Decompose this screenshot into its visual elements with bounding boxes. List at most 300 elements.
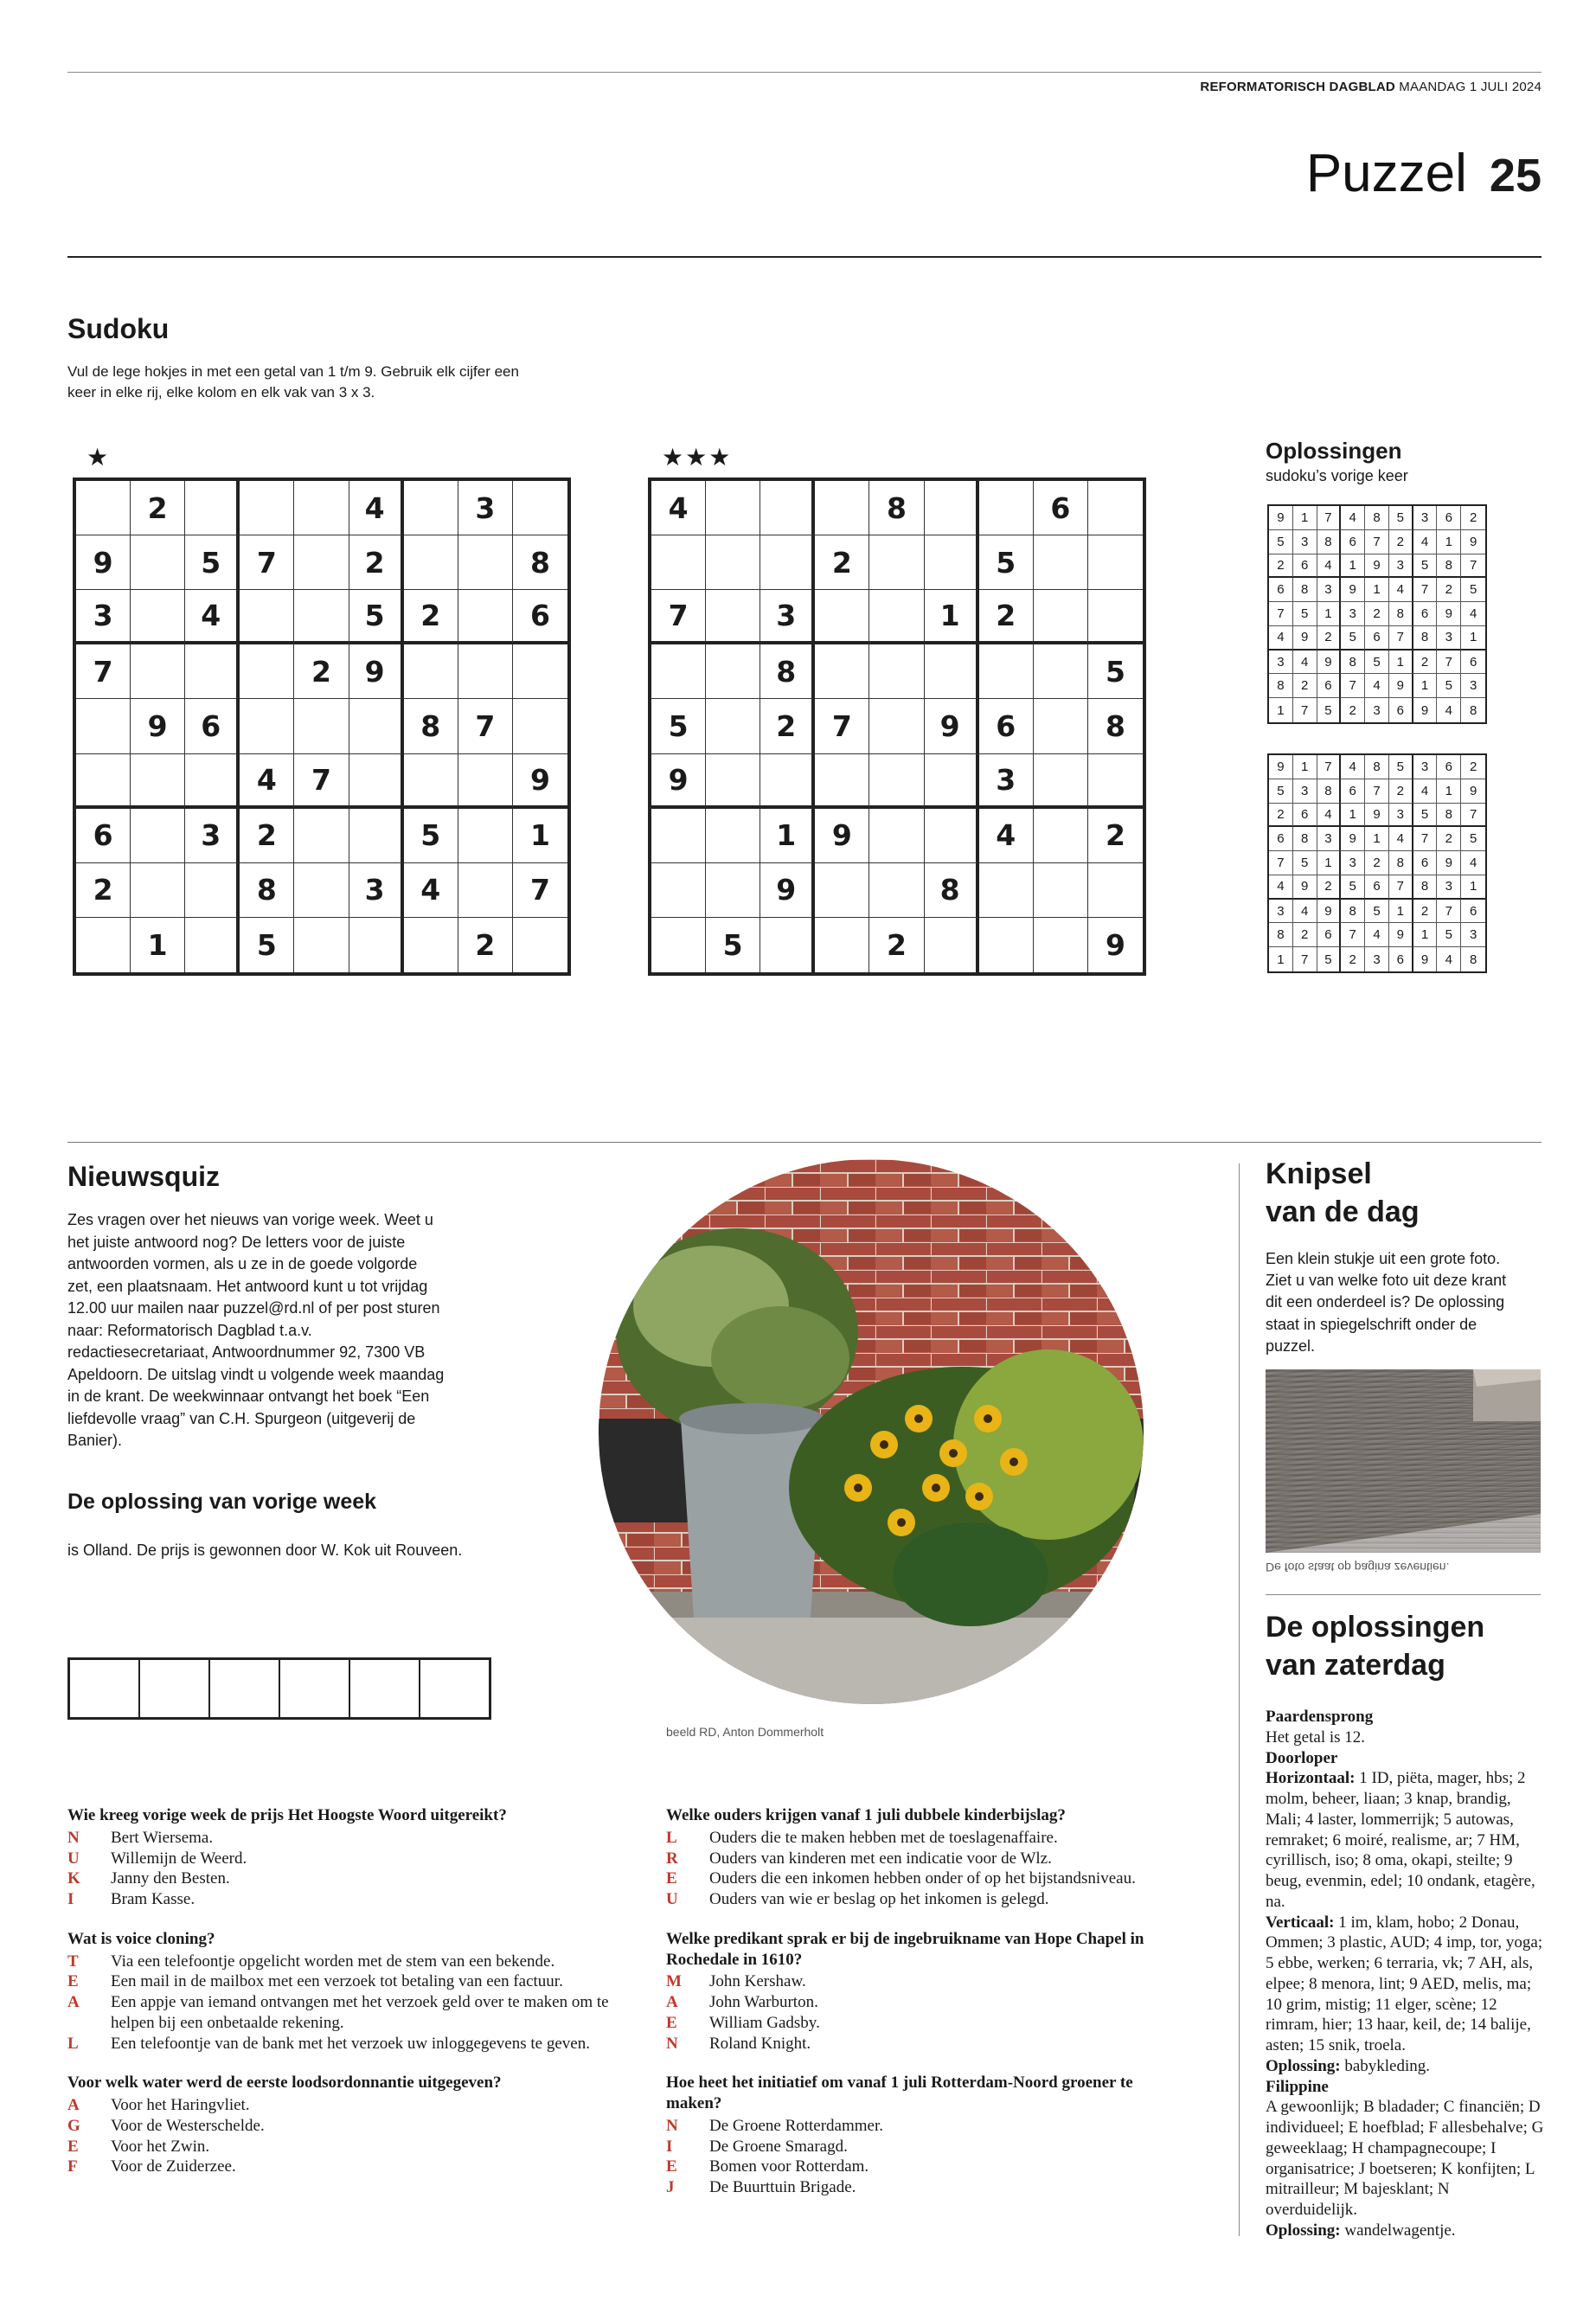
- sudoku-cell[interactable]: [815, 863, 869, 918]
- solution-cell: 6: [1389, 698, 1413, 722]
- sudoku-cell: 5: [651, 699, 706, 753]
- solution-cell: 7: [1413, 578, 1438, 602]
- solution-cell: 8: [1437, 804, 1461, 828]
- option-letter: L: [67, 2034, 79, 2053]
- sudoku-cell[interactable]: [76, 481, 131, 535]
- sudoku-cell: 1: [760, 809, 815, 863]
- solution-cell: 1: [1413, 674, 1438, 698]
- sudoku-cell: 8: [404, 699, 458, 753]
- option-text: Roland Knight.: [709, 2034, 811, 2053]
- answer-option: [666, 2034, 1168, 2054]
- sudoku-cell: 3: [349, 863, 404, 918]
- sudoku-cell: 4: [349, 481, 404, 535]
- solution-cell: 6: [1269, 578, 1293, 602]
- sudoku-cell: 1: [925, 590, 979, 644]
- sudoku-cell[interactable]: [706, 644, 760, 699]
- solution-cell: 5: [1437, 674, 1461, 698]
- sudoku-cell[interactable]: [513, 481, 567, 535]
- answer-option: [666, 2116, 1168, 2137]
- sudoku-cell[interactable]: [869, 699, 924, 753]
- question-text: Hoe heet het initiatief om vanaf 1 juli Rotterdam-Noord groener te maken?: [666, 2073, 1133, 2112]
- sudoku-cell[interactable]: [404, 918, 458, 972]
- option-letter: A: [67, 1993, 80, 2011]
- sudoku-cell[interactable]: [1034, 863, 1088, 918]
- solution-cell: 1: [1269, 698, 1293, 722]
- answer-option: [666, 2137, 1168, 2157]
- option-text: Bert Wiersema.: [111, 1828, 214, 1847]
- solution-cell: 6: [1365, 875, 1389, 900]
- sudoku-cell[interactable]: [349, 809, 404, 863]
- solution-cell: 3: [1341, 602, 1365, 626]
- sudoku-cell: 2: [815, 535, 869, 590]
- sudoku-cell[interactable]: [1088, 590, 1143, 644]
- knipsel-title-2: van de dag: [1266, 1195, 1420, 1228]
- solution-cell: 5: [1413, 804, 1438, 828]
- sudoku-cell[interactable]: [651, 918, 706, 972]
- sudoku-cell[interactable]: [815, 754, 869, 809]
- sudoku-cell[interactable]: [240, 590, 294, 644]
- prev-solution-title: De oplossing van vorige week: [67, 1490, 377, 1514]
- solution-cell: 6: [1269, 827, 1293, 851]
- solution-cell: 4: [1269, 875, 1293, 900]
- sudoku-cell[interactable]: [458, 590, 513, 644]
- sudoku-cell[interactable]: [869, 754, 924, 809]
- solution-cell: 4: [1461, 851, 1485, 875]
- sudoku-cell[interactable]: [240, 644, 294, 699]
- solution-cell: 5: [1317, 947, 1342, 971]
- solution-cell: 5: [1461, 578, 1485, 602]
- solution-cell: 8: [1365, 755, 1389, 779]
- sudoku-cell: 5: [404, 809, 458, 863]
- option-text: De Buurttuin Brigade.: [709, 2178, 856, 2196]
- sudoku-cell[interactable]: [1034, 809, 1088, 863]
- sudoku-cell[interactable]: [76, 754, 131, 809]
- sudoku-cell[interactable]: [979, 863, 1034, 918]
- solution-cell: 4: [1293, 900, 1317, 924]
- sudoku-cell[interactable]: [760, 535, 815, 590]
- answer-option: [666, 2177, 1168, 2198]
- answer-option: [666, 1868, 1168, 1889]
- solution-cell: 9: [1437, 602, 1461, 626]
- sudoku-cell[interactable]: [349, 918, 404, 972]
- solution-cell: 7: [1389, 626, 1413, 651]
- solution-cell: 5: [1341, 875, 1365, 900]
- solution-cell: 3: [1389, 554, 1413, 579]
- solution-cell: 7: [1341, 923, 1365, 947]
- solution-cell: 5: [1293, 851, 1317, 875]
- sudoku-cell[interactable]: [815, 590, 869, 644]
- question-text: Voor welk water werd de eerste loodsordonnantie uitgegeven?: [67, 2073, 502, 2093]
- verticaal-text: 1 im, klam, hobo; 2 Donau, Ommen; 3 plastic, AUD; 4 imp, tor, yoga; 5 ebbe, werken; 6 terraria, vk; 7 AH, als, elpee; 8 menora, lint; 9 AED, melis, ma; 10 grim, mistig; 11 elger, scène; 12 rimram, hier; 13 haar, keil, de; 14 balije, asten; 15 snik, troela.: [1266, 1913, 1543, 2054]
- sudoku-cell: 6: [76, 809, 131, 863]
- sudoku-cell[interactable]: [349, 699, 404, 753]
- sudoku-cell: 3: [760, 590, 815, 644]
- sudoku-cell[interactable]: [458, 754, 513, 809]
- sudoku-cell[interactable]: [131, 590, 185, 644]
- sudoku-cell[interactable]: [925, 535, 979, 590]
- sudoku-cell[interactable]: [706, 809, 760, 863]
- sudoku-cell[interactable]: [1034, 590, 1088, 644]
- sudoku-cell[interactable]: [1088, 863, 1143, 918]
- solution-cell: 7: [1365, 530, 1389, 554]
- answer-option: [67, 1828, 621, 1849]
- solution-cell: 9: [1293, 626, 1317, 651]
- sudoku-cell[interactable]: [1034, 535, 1088, 590]
- sudoku-cell: 7: [651, 590, 706, 644]
- sudoku-cell[interactable]: [706, 754, 760, 809]
- sudoku-cell[interactable]: [651, 863, 706, 918]
- solution-cell: 6: [1365, 626, 1389, 651]
- solution-cell: 9: [1389, 923, 1413, 947]
- paper-name: REFORMATORISCH DAGBLAD: [1200, 80, 1395, 94]
- sudoku-cell: 5: [979, 535, 1034, 590]
- solution-cell: 2: [1437, 578, 1461, 602]
- sudoku-cell[interactable]: [294, 809, 349, 863]
- oplossing-2-heading: Oplossing:: [1266, 2221, 1341, 2240]
- solution-cell: 9: [1293, 875, 1317, 900]
- paardensprong-text: Het getal is 12.: [1266, 1727, 1366, 1747]
- answer-box[interactable]: [350, 1660, 420, 1717]
- sudoku-cell[interactable]: [651, 809, 706, 863]
- sudoku-cell[interactable]: [131, 863, 185, 918]
- solution-cell: 2: [1293, 923, 1317, 947]
- sudoku-cell[interactable]: [869, 535, 924, 590]
- sudoku-cell: 5: [706, 918, 760, 972]
- solution-cell: 8: [1365, 506, 1389, 530]
- sudoku-cell[interactable]: [869, 863, 924, 918]
- sudoku-cell[interactable]: [294, 481, 349, 535]
- sudoku-cell[interactable]: [458, 535, 513, 590]
- solution-cell: 3: [1437, 875, 1461, 900]
- answer-box[interactable]: [280, 1660, 350, 1717]
- solution-cell: 7: [1293, 947, 1317, 971]
- sudoku-cell[interactable]: [404, 535, 458, 590]
- solution-cell: 2: [1293, 674, 1317, 698]
- sudoku-cell: 4: [651, 481, 706, 535]
- solution-cell: 1: [1317, 851, 1342, 875]
- verticaal-heading: Verticaal:: [1266, 1913, 1335, 1932]
- saturday-solutions: [1266, 1707, 1544, 2241]
- sudoku-cell[interactable]: [294, 863, 349, 918]
- garden-photo: [599, 1159, 1144, 1704]
- sudoku-cell: 9: [925, 699, 979, 753]
- solution-cell: 1: [1389, 900, 1413, 924]
- solution-cell: 4: [1437, 698, 1461, 722]
- sudoku-cell: 2: [979, 590, 1034, 644]
- sudoku-cell[interactable]: [185, 644, 240, 699]
- solution-cell: 4: [1317, 804, 1342, 828]
- sudoku-cell[interactable]: [1088, 754, 1143, 809]
- sudoku-cell[interactable]: [131, 809, 185, 863]
- solution-cell: 9: [1341, 578, 1365, 602]
- option-letter: E: [666, 1869, 677, 1888]
- answer-box[interactable]: [420, 1660, 489, 1717]
- sudoku-cell: 9: [349, 644, 404, 699]
- sudoku-cell: 2: [76, 863, 131, 918]
- solution-cell: 9: [1317, 900, 1342, 924]
- sudoku-cell[interactable]: [1034, 918, 1088, 972]
- sudoku-cell: 7: [240, 535, 294, 590]
- sudoku-cell: 5: [185, 535, 240, 590]
- sudoku-cell[interactable]: [706, 699, 760, 753]
- option-letter: N: [666, 2116, 678, 2135]
- answer-box[interactable]: [70, 1660, 140, 1717]
- option-letter: U: [666, 1890, 678, 1908]
- solution-cell: 1: [1317, 602, 1342, 626]
- answer-boxes[interactable]: [67, 1657, 491, 1720]
- sudoku-cell[interactable]: [404, 481, 458, 535]
- sudoku-cell[interactable]: [979, 644, 1034, 699]
- solution-cell: 9: [1413, 947, 1438, 971]
- sudoku-cell[interactable]: [706, 481, 760, 535]
- sudoku-cell[interactable]: [513, 644, 567, 699]
- sudoku-cell[interactable]: [815, 481, 869, 535]
- option-text: William Gadsby.: [709, 2013, 820, 2032]
- sudoku-cell: 6: [1034, 481, 1088, 535]
- filippine-text: A gewoonlijk; B bladader; C financiën; D individueel; E hoefblad; F allesbehalve; G geweeklaag; H champagnecoupe; I organisatrice; J boetseren; K konfijten; L mitrailleur; M bajesklant; N overduidelijk.: [1266, 2098, 1544, 2219]
- solution-cell: 9: [1461, 779, 1485, 804]
- sudoku-cell[interactable]: [979, 918, 1034, 972]
- sudoku-cell[interactable]: [185, 863, 240, 918]
- questions-right: [666, 1805, 1168, 2217]
- answer-option: [67, 1868, 621, 1889]
- sudoku-cell[interactable]: [760, 481, 815, 535]
- solution-cell: 1: [1293, 506, 1317, 530]
- sudoku-cell: 3: [458, 481, 513, 535]
- solution-cell: 3: [1293, 530, 1317, 554]
- page-number: 25: [1489, 150, 1542, 202]
- solution-cell: 1: [1437, 779, 1461, 804]
- option-letter: A: [666, 1993, 678, 2011]
- solution-cell: 5: [1461, 827, 1485, 851]
- sudoku-cell[interactable]: [1088, 481, 1143, 535]
- answer-box[interactable]: [140, 1660, 210, 1717]
- solution-cell: 8: [1437, 554, 1461, 579]
- answer-option: [666, 1849, 1168, 1869]
- sudoku-cell: 3: [185, 809, 240, 863]
- sudoku-cell[interactable]: [869, 644, 924, 699]
- sudoku-cell[interactable]: [294, 590, 349, 644]
- solution-cell: 8: [1293, 827, 1317, 851]
- solution-cell: 4: [1293, 651, 1317, 675]
- solution-cell: 1: [1341, 554, 1365, 579]
- solution-cell: 8: [1413, 626, 1438, 651]
- sudoku-cell[interactable]: [294, 699, 349, 753]
- sudoku-cell[interactable]: [925, 481, 979, 535]
- sudoku-cell[interactable]: [294, 535, 349, 590]
- solution-cell: 6: [1293, 804, 1317, 828]
- solution-cell: 3: [1341, 851, 1365, 875]
- answer-option: [666, 2157, 1168, 2177]
- solution-cell: 8: [1317, 530, 1342, 554]
- sudoku-cell[interactable]: [294, 918, 349, 972]
- solution-cell: 6: [1461, 651, 1485, 675]
- solution-cell: 3: [1413, 506, 1438, 530]
- solution-cell: 5: [1269, 779, 1293, 804]
- solution-cell: 8: [1389, 851, 1413, 875]
- solution-cell: 2: [1341, 698, 1365, 722]
- sudoku-cell[interactable]: [925, 644, 979, 699]
- solution-cell: 4: [1365, 674, 1389, 698]
- solution-cell: 6: [1437, 506, 1461, 530]
- sudoku-cell[interactable]: [1034, 644, 1088, 699]
- page-header: [1306, 143, 1542, 204]
- doorloper-heading: Doorloper: [1266, 1748, 1338, 1767]
- solution-cell: 7: [1437, 900, 1461, 924]
- sudoku-cell: 8: [513, 535, 567, 590]
- option-text: Ouders die een inkomen hebben onder of op het bijstandsniveau.: [709, 1869, 1136, 1888]
- sudoku-cell[interactable]: [925, 754, 979, 809]
- answer-option: [666, 1992, 1168, 2013]
- questions-left: [67, 1805, 621, 2196]
- sudoku-cell[interactable]: [185, 918, 240, 972]
- sudoku-cell[interactable]: [458, 863, 513, 918]
- option-text: Ouders van kinderen met een indicatie voor de Wlz.: [709, 1849, 1052, 1868]
- solution-cell: 8: [1389, 602, 1413, 626]
- sudoku-cell: 2: [1088, 809, 1143, 863]
- sudoku-grid-hard: [648, 478, 1146, 976]
- solution-cell: 8: [1269, 923, 1293, 947]
- photo-credit: beeld RD, Anton Dommerholt: [666, 1725, 824, 1739]
- solution-cell: 5: [1341, 626, 1365, 651]
- sudoku-cell: 7: [815, 699, 869, 753]
- option-letter: F: [67, 2157, 78, 2176]
- sudoku-cell[interactable]: [651, 535, 706, 590]
- option-text: Een appje van iemand ontvangen met het verzoek geld over te maken om te helpen bij een onbetaalde rekening.: [111, 1993, 609, 2032]
- sudoku-cell: 9: [651, 754, 706, 809]
- quiz-question: [67, 2073, 621, 2177]
- option-text: Willemijn de Weerd.: [111, 1849, 247, 1868]
- header-rule: [67, 256, 1542, 258]
- solution-cell: 5: [1293, 602, 1317, 626]
- solution-grid-1: [1267, 504, 1487, 724]
- answer-option: [67, 1992, 621, 2034]
- solution-cell: 8: [1293, 578, 1317, 602]
- sudoku-cell[interactable]: [815, 644, 869, 699]
- sudoku-cell[interactable]: [651, 644, 706, 699]
- answer-option: [67, 1849, 621, 1869]
- solution-cell: 8: [1317, 779, 1342, 804]
- solutions-subtitle: sudoku’s vorige keer: [1266, 467, 1408, 484]
- solution-cell: 6: [1293, 554, 1317, 579]
- solution-cell: 2: [1389, 779, 1413, 804]
- filippine-heading: Filippine: [1266, 2077, 1329, 2096]
- solution-cell: 2: [1437, 827, 1461, 851]
- option-text: Voor het Haringvliet.: [111, 2096, 250, 2114]
- sudoku-cell[interactable]: [131, 535, 185, 590]
- sudoku-cell[interactable]: [1088, 535, 1143, 590]
- solution-cell: 7: [1365, 779, 1389, 804]
- option-letter: A: [67, 2096, 80, 2114]
- option-letter: L: [666, 1828, 677, 1847]
- solution-cell: 8: [1341, 651, 1365, 675]
- solution-cell: 6: [1317, 674, 1342, 698]
- solution-cell: 3: [1365, 698, 1389, 722]
- sudoku-cell[interactable]: [349, 754, 404, 809]
- solution-cell: 2: [1269, 554, 1293, 579]
- solution-cell: 7: [1317, 755, 1342, 779]
- solution-cell: 2: [1413, 900, 1438, 924]
- answer-option: [666, 1828, 1168, 1849]
- sudoku-cell[interactable]: [131, 644, 185, 699]
- solution-cell: 5: [1269, 530, 1293, 554]
- option-letter: N: [67, 1828, 80, 1847]
- option-text: Een telefoontje van de bank met het verzoek uw inloggegevens te geven.: [111, 2034, 590, 2053]
- sudoku-cell[interactable]: [513, 699, 567, 753]
- sudoku-cell[interactable]: [869, 590, 924, 644]
- sudoku-cell[interactable]: [404, 754, 458, 809]
- sudoku-cell[interactable]: [706, 863, 760, 918]
- sudoku-cell[interactable]: [458, 644, 513, 699]
- sudoku-cell[interactable]: [1034, 754, 1088, 809]
- solution-cell: 9: [1365, 804, 1389, 828]
- sudoku-cell: 9: [513, 754, 567, 809]
- solution-cell: 8: [1341, 900, 1365, 924]
- answer-box[interactable]: [210, 1660, 280, 1717]
- sudoku-cell[interactable]: [76, 699, 131, 753]
- sudoku-grid-easy: [73, 478, 571, 976]
- sudoku-cell[interactable]: [706, 535, 760, 590]
- sudoku-cell[interactable]: [815, 918, 869, 972]
- solution-cell: 6: [1317, 923, 1342, 947]
- sudoku-cell: 2: [760, 699, 815, 753]
- sudoku-cell[interactable]: [760, 754, 815, 809]
- sudoku-cell[interactable]: [185, 754, 240, 809]
- sudoku-intro: Vul de lege hokjes in met een getal van 1 t/m 9. Gebruik elk cijfer een keer in elke rij, elke kolom en elk vak van 3 x 3.: [67, 363, 519, 401]
- sudoku-cell[interactable]: [979, 481, 1034, 535]
- option-letter: U: [67, 1849, 80, 1868]
- sudoku-cell[interactable]: [1034, 699, 1088, 753]
- sudoku-cell[interactable]: [76, 918, 131, 972]
- sudoku-cell[interactable]: [131, 754, 185, 809]
- question-text: Welke ouders krijgen vanaf 1 juli dubbele kinderbijslag?: [666, 1806, 1066, 1824]
- solution-cell: 2: [1413, 651, 1438, 675]
- sudoku-cell[interactable]: [240, 699, 294, 753]
- sudoku-cell[interactable]: [706, 590, 760, 644]
- sudoku-cell[interactable]: [869, 809, 924, 863]
- masthead: [1200, 80, 1542, 94]
- option-text: Via een telefoontje opgelicht worden met de stem van een bekende.: [111, 1952, 555, 1971]
- solution-cell: 2: [1365, 851, 1389, 875]
- zaterdag-title-1: De oplossingen: [1266, 1611, 1485, 1644]
- sudoku-cell[interactable]: [513, 918, 567, 972]
- sudoku-cell[interactable]: [925, 809, 979, 863]
- sudoku-cell[interactable]: [925, 918, 979, 972]
- option-text: John Warburton.: [709, 1993, 818, 2011]
- solution-cell: 5: [1365, 651, 1389, 675]
- quiz-question: [666, 2073, 1168, 2198]
- solution-cell: 3: [1269, 900, 1293, 924]
- sudoku-cell[interactable]: [240, 481, 294, 535]
- solution-cell: 3: [1269, 651, 1293, 675]
- sudoku-cell[interactable]: [404, 644, 458, 699]
- solution-cell: 9: [1269, 755, 1293, 779]
- answer-option: [67, 1971, 621, 1992]
- sudoku-cell[interactable]: [760, 918, 815, 972]
- solution-cell: 2: [1317, 875, 1342, 900]
- sudoku-cell: 2: [131, 481, 185, 535]
- solution-cell: 1: [1341, 804, 1365, 828]
- option-letter: E: [67, 2137, 79, 2156]
- sudoku-cell[interactable]: [185, 481, 240, 535]
- solution-cell: 4: [1413, 530, 1438, 554]
- prev-solution-text: is Olland. De prijs is gewonnen door W. Kok uit Rouveen.: [67, 1541, 463, 1559]
- sudoku-cell[interactable]: [458, 809, 513, 863]
- sudoku-cell: 2: [458, 918, 513, 972]
- solution-cell: 1: [1461, 626, 1485, 651]
- solution-cell: 6: [1413, 851, 1438, 875]
- solution-cell: 9: [1341, 827, 1365, 851]
